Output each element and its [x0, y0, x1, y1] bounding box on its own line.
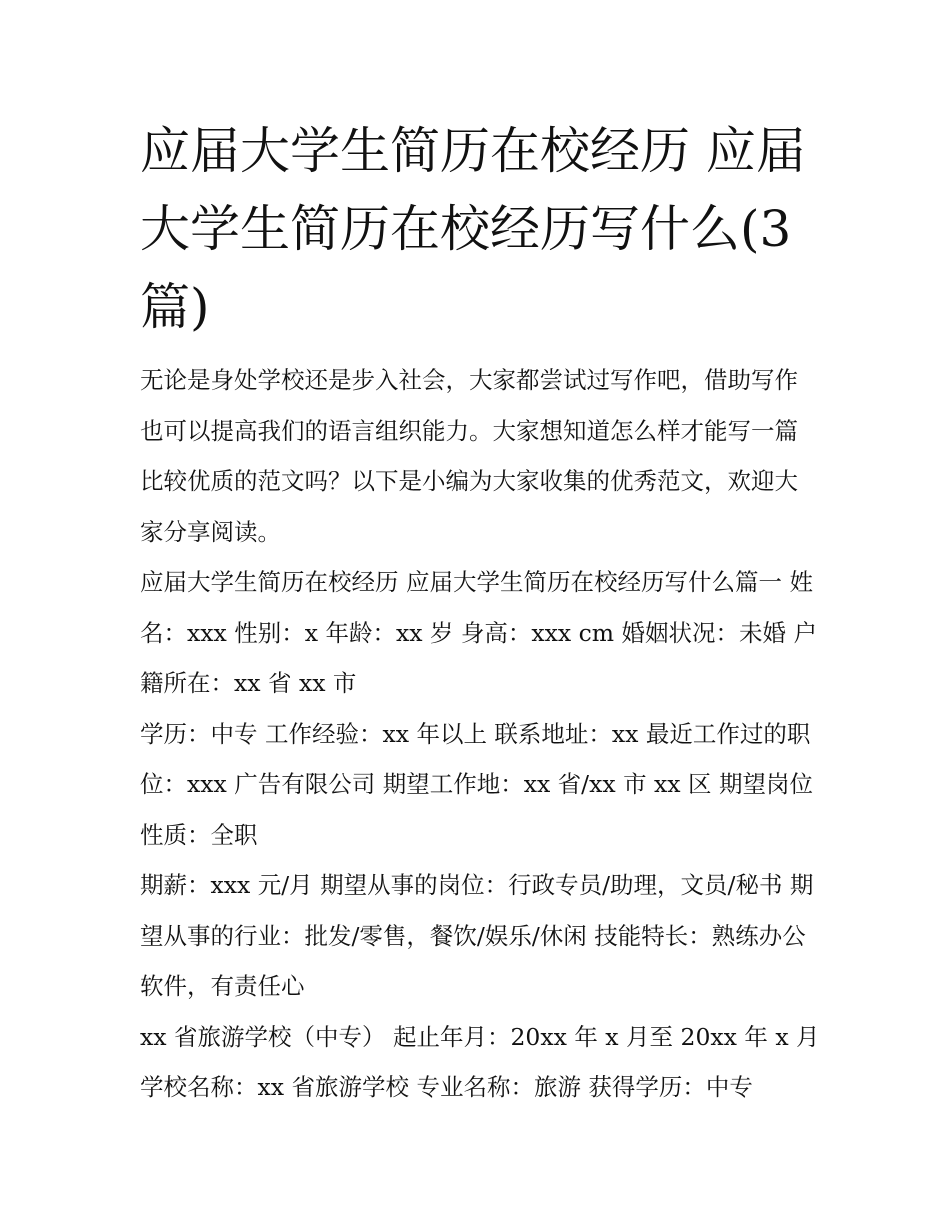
- intro-paragraph: 无论是身处学校还是步入社会，大家都尝试过写作吧，借助写作也可以提高我们的语言组织能力。大家想知道怎么样才能写一篇比较优质的范文吗？以下是小编为大家收集的优秀范文，欢迎大家分享阅读。: [140, 366, 798, 546]
- education-work-paragraph: 学历：中专 工作经验：xx 年以上 联系地址：xx 最近工作过的职位：xxx 广告有限公司 期望工作地：xx 省/xx 市 xx 区 期望岗位性质：全职: [140, 719, 813, 849]
- school-history-paragraph: xx 省旅游学校（中专） 起止年月：20xx 年 x 月至 20xx 年 x 月 学校名称：xx 省旅游学校 专业名称：旅游 获得学历：中专: [140, 1022, 820, 1101]
- document-body: [140, 355, 820, 1113]
- document-title: 应届大学生简历在校经历 应届大学生简历在校经历写什么(3篇): [140, 122, 806, 336]
- personal-info-paragraph: 应届大学生简历在校经历 应届大学生简历在校经历写什么篇一 姓名：xxx 性别：x 年龄：xx 岁 身高：xxx cm 婚姻状况：未婚 户籍所在：xx 省 xx 市: [140, 568, 818, 697]
- salary-skills-paragraph: 期薪：xxx 元/月 期望从事的岗位：行政专员/助理，文员/秘书 期望从事的行业：批发/零售，餐饮/娱乐/休闲 技能特长：熟练办公软件，有责任心: [140, 871, 814, 1000]
